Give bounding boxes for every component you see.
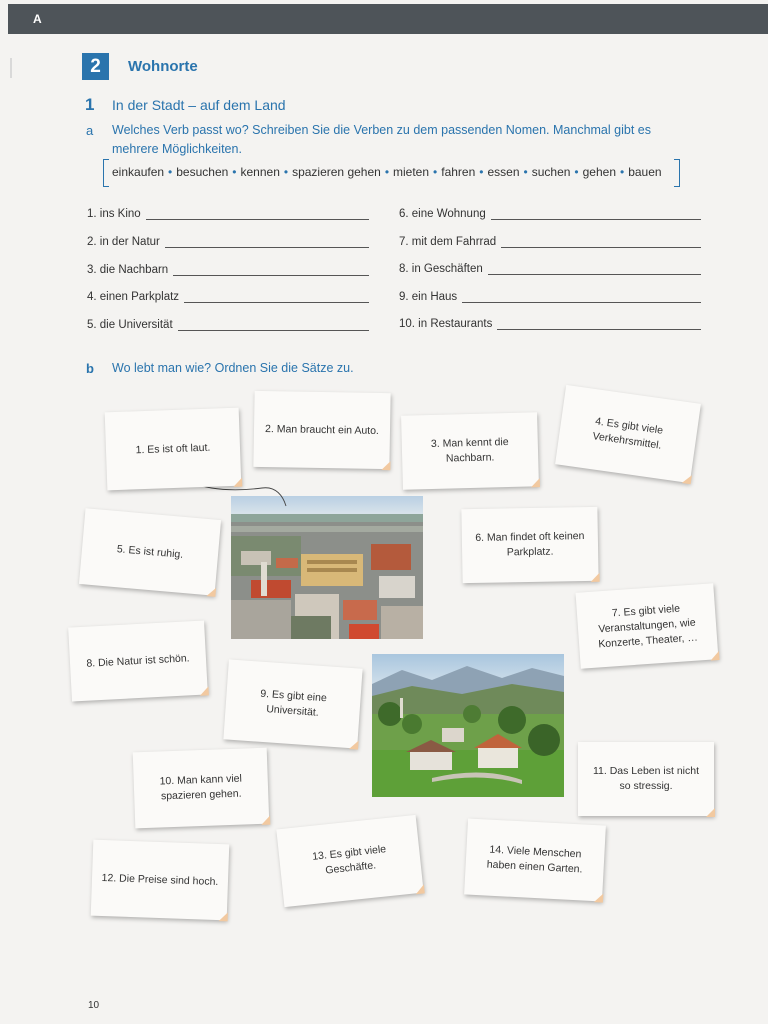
answer-row: 8. in Geschäften [399,263,701,275]
answer-row: 5. die Universität [87,319,369,331]
sentence-card[interactable]: 7. Es gibt viele Veranstaltungen, wie Konzerte, Theater, … [576,583,719,668]
exercise-title: In der Stadt – auf dem Land [112,97,286,113]
sentence-card[interactable]: 11. Das Leben ist nicht so stressig. [578,742,714,816]
page-number: 10 [88,1000,100,1011]
answer-row: 10. in Restaurants [399,318,701,330]
section-title: Wohnorte [128,58,198,75]
word: essen [487,165,520,179]
sentence-card[interactable]: 12. Die Preise sind hoch. [91,840,230,921]
sentence-card[interactable]: 6. Man findet oft keinen Parkplatz. [461,507,598,583]
sentence-card[interactable]: 3. Man kennt die Nachbarn. [401,412,539,490]
part-a-instruction: Welches Verb passt wo? Schreiben Sie die Verben zu dem passenden Nomen. Manchmal gibt es mehrere Möglichkeiten. [112,123,651,156]
part-a-label: a [86,123,94,138]
answer-row: 7. mit dem Fahrrad [399,236,701,248]
answer-row: 2. in der Natur [87,236,369,248]
part-b-label: b [86,361,94,376]
sentence-card[interactable]: 13. Es gibt viele Geschäfte. [276,815,423,907]
word: gehen [582,165,616,179]
word: suchen [531,165,571,179]
word: mieten [393,165,430,179]
word: kennen [240,165,280,179]
answer-row: 3. die Nachbarn [87,264,369,276]
sentence-card[interactable]: 5. Es ist ruhig. [79,508,221,596]
word: fahren [441,165,476,179]
sentence-card[interactable]: 8. Die Natur ist schön. [68,620,208,701]
unit-letter: A [33,12,42,26]
word: spazieren gehen [292,165,381,179]
exercise-number: 1 [85,95,95,114]
sentence-card[interactable]: 14. Viele Menschen haben einen Garten. [464,818,606,901]
sentence-card[interactable]: 9. Es gibt eine Universität. [223,659,362,748]
answer-row: 6. eine Wohnung [399,208,701,220]
word-list: einkaufen • besuchen • kennen • spazieren gehen • mieten • fahren • essen • suchen • gehen • bauen [112,165,662,179]
sentence-card[interactable]: 10. Man kann viel spazieren gehen. [133,748,270,829]
answer-row: 9. ein Haus [399,291,701,303]
sentence-card[interactable]: 1. Es ist oft laut. [105,408,242,491]
section-number: 2 [82,53,109,80]
answer-row: 1. ins Kino [87,208,369,220]
word: bauen [628,165,662,179]
sentence-card[interactable]: 4. Es gibt viele Verkehrsmittel. [555,385,701,483]
answer-row: 4. einen Parkplatz [87,291,369,303]
part-b-instruction: Wo lebt man wie? Ordnen Sie die Sätze zu. [112,361,354,375]
word: einkaufen [112,165,165,179]
word: besuchen [176,165,229,179]
sentence-card[interactable]: 2. Man braucht ein Auto. [253,391,390,469]
